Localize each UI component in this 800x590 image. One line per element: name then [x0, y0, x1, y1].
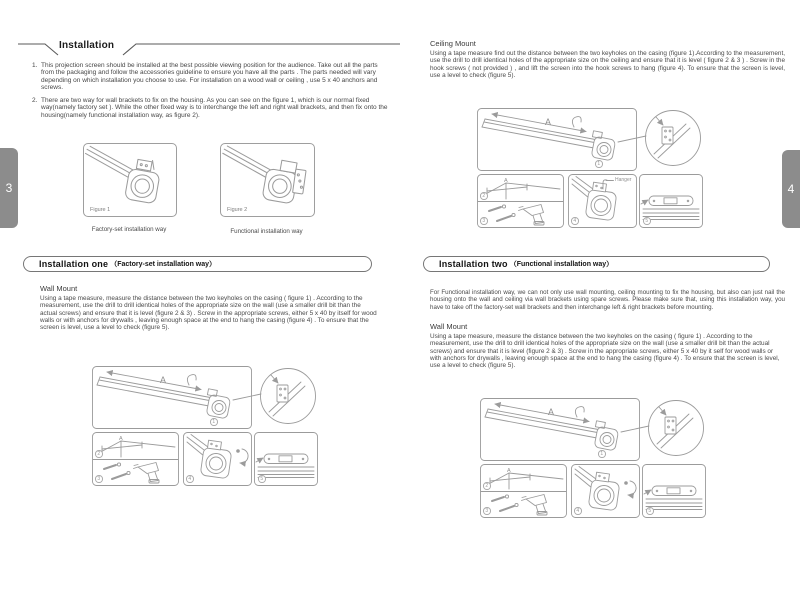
- step-circle-4: 4: [571, 217, 579, 225]
- section-installation-one: [23, 256, 372, 272]
- step-circle-1: 1: [210, 418, 218, 426]
- dimension-a-small-label: A: [119, 436, 123, 442]
- step-circle-3: 3: [95, 475, 103, 483]
- hanger-label: Hanger: [615, 177, 632, 183]
- figure-1-caption: Factory-set installation way: [91, 226, 167, 233]
- ceiling-mount-diagram: [477, 108, 703, 228]
- wall-mount-body-right: Using a tape measure, measure the distance between the two keyholes on the casing ( figure 1) . According to the measurement, use the drill to drill identical holes of the appropriate size on the wall (use a smaller drill bit than the actual screws) and ensure that it is level (figure 2 & 3) . Screw in the appropriate screws, either 5 x 40 by it self for wood walls or with anchors for drywalls , leaving enough space at the end to hang the casing (figure 4) . To ensure that the screen is level, use a level to check (figure 5).: [430, 333, 780, 370]
- wall-mount-heading-right: Wall Mount: [430, 322, 468, 331]
- figure-2-caption: Functional installation way: [230, 228, 303, 235]
- step-circle-2: 2: [480, 192, 488, 200]
- page-tab-left: [0, 148, 18, 228]
- section-one-title: Installation one: [39, 259, 109, 269]
- step-circle-3: 3: [483, 507, 491, 515]
- section-two-subtitle: （Functional installation way）: [509, 261, 614, 268]
- step-circle-5: 5: [646, 507, 654, 515]
- wall-mount-diagram-right-art: [480, 398, 706, 518]
- page-number-left: 3: [5, 181, 13, 195]
- intro-item-2: [32, 97, 388, 119]
- wall-mount-heading-left: Wall Mount: [40, 284, 78, 293]
- intro-item-1-marker: 1.: [32, 62, 38, 69]
- wall-mount-diagram-left: [92, 366, 318, 486]
- page-tab-right: [782, 150, 800, 228]
- wall-mount-diagram-right: [480, 398, 706, 518]
- functional-intro: For Functional installation way, we can not only use wall mounting, ceiling mounting to fix the housing, but also can just nail the housing onto the wall and ceiling via wall brackets using spare screws. Please make sure that, using this installation way, you have to take off the factory-set wall brackets and then interchange left & right brackets before mounting.: [430, 289, 785, 311]
- dimension-a-label: A: [545, 117, 552, 127]
- section-installation-two: [423, 256, 770, 272]
- step-circle-1: 1: [595, 160, 603, 168]
- section-one-subtitle: （Factory-set installation way）: [110, 261, 217, 268]
- ceiling-mount-diagram-art: [477, 108, 703, 228]
- figure-2-drawing: [221, 144, 314, 216]
- ceiling-mount-body: Using a tape measure find out the distance between the two keyholes on the casing (figure 1).According to the measurement, use the drill to drill identical holes of the appropriate size on the ceiling and ensure that it is level ( figure 2 & 3 ) . Screw in the hook screws ( not provided ) , and lift the screen into the hook screws to hang (figure 4). To ensure that the screen is level, use a level to check (figure 5).: [430, 50, 785, 79]
- dimension-a-label: A: [160, 375, 167, 385]
- step-circle-3: 3: [480, 217, 488, 225]
- step-circle-1: 1: [598, 450, 606, 458]
- wall-mount-diagram-left-art: [92, 366, 318, 486]
- step-circle-4: 4: [574, 507, 582, 515]
- step-circle-2: 2: [483, 482, 491, 490]
- intro-item-1: [32, 62, 388, 91]
- step-circle-2: 2: [95, 450, 103, 458]
- figure-1-drawing: [84, 144, 176, 216]
- intro-item-1-text: This projection screen should be installed at the best possible viewing position for the audience. Take out all the parts from the packaging and follow the accessories guideline to ensure you have all the parts . The parts needed will vary depending on which installation you choose to use. For installation on a wood wall or ceiling , use 5 x 40 anchors and screws.: [41, 62, 378, 91]
- dimension-a-small-label: A: [507, 468, 511, 474]
- installation-header-title: Installation: [59, 40, 115, 51]
- intro-item-2-text: There are two way for wall brackets to fix on the housing. As you can see on the figure 1, which is our normal fixed way(namely factory set ). While the other fixed way is to interchange the left and right wall brackets, and then fix onto the housing(namely functional installation way, as figure 2).: [41, 97, 388, 119]
- dimension-a-label: A: [548, 407, 555, 417]
- page-number-right: 4: [787, 182, 795, 196]
- figure-2-box: [220, 143, 315, 217]
- intro-item-2-marker: 2.: [32, 97, 38, 105]
- wall-mount-body-left: Using a tape measure, measure the distance between the two keyholes on the casing ( figure 1) . According to the measurement, use the drill to drill identical holes of the appropriate size on the wall (use a smaller drill bit than the actual screws) and ensure that it is level (figure 2 & 3) . Screw in the appropriate screws, either 5 x 40 by itself for wood walls or with anchors for drywalls , leaving enough space at the end to hang the casing (figure 4) . To ensure that the screen is level, use a level to check (figure 5).: [40, 295, 377, 332]
- figure-1-label: Figure 1: [90, 207, 111, 213]
- figure-1-box: [83, 143, 177, 217]
- installation-intro-list: [32, 62, 388, 125]
- step-circle-5: 5: [258, 475, 266, 483]
- dimension-a-small-label: A: [504, 178, 508, 184]
- section-two-title: Installation two: [439, 259, 508, 269]
- ceiling-mount-heading: Ceiling Mount: [430, 39, 476, 48]
- step-circle-4: 4: [186, 475, 194, 483]
- figure-2-label: Figure 2: [227, 207, 248, 213]
- step-circle-5: 5: [643, 217, 651, 225]
